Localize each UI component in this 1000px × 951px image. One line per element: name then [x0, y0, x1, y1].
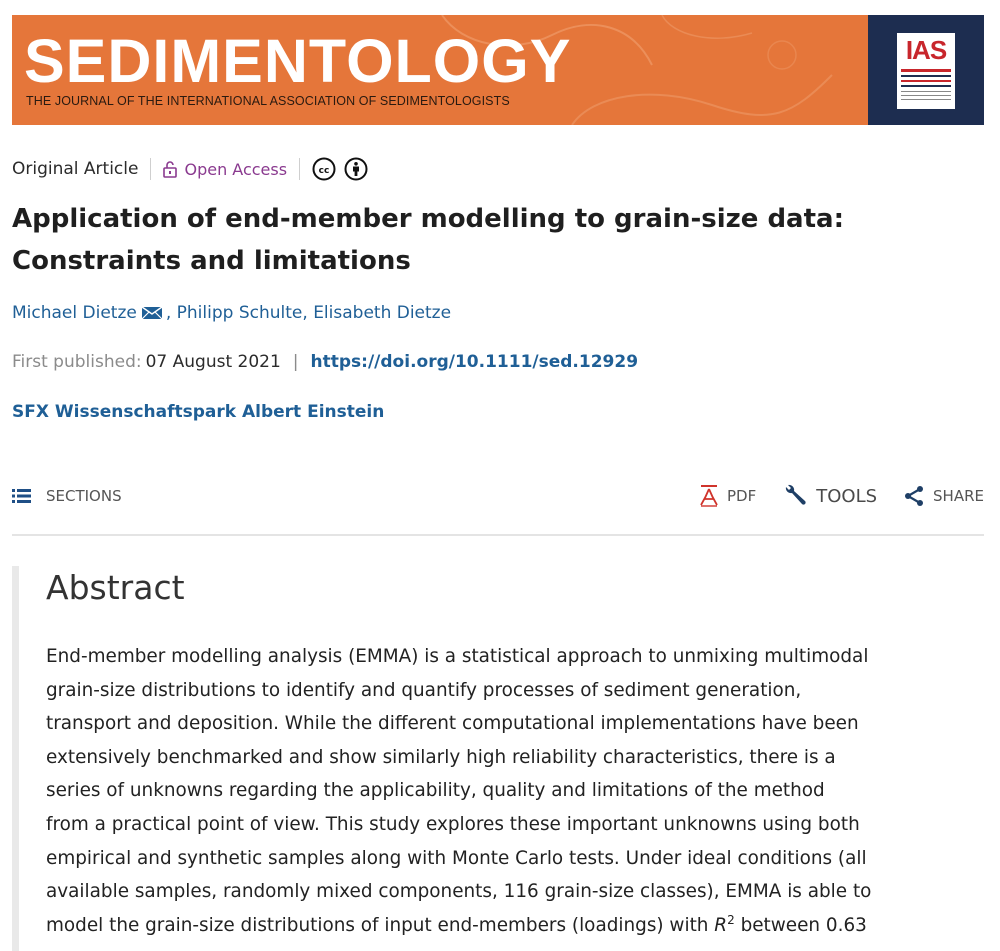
pdf-label: PDF	[727, 487, 757, 505]
journal-banner[interactable]	[12, 15, 984, 125]
author-link[interactable]: Michael Dietze	[12, 303, 137, 323]
share-icon	[903, 485, 925, 507]
ias-logo-text: IAS	[905, 35, 947, 65]
article-title	[12, 198, 972, 282]
publication-info	[12, 352, 638, 372]
divider	[150, 158, 151, 180]
open-access-badge[interactable]	[163, 160, 287, 179]
abstract-line-text: model the grain-size distributions of input end-members (loadings) with	[46, 914, 715, 936]
abstract-line: available samples, randomly mixed components, 116 grain-size classes), EMMA is able to	[46, 881, 872, 903]
toolbar-actions	[673, 480, 984, 512]
abstract-heading: Abstract	[46, 568, 185, 607]
journal-subtitle: THE JOURNAL OF THE INTERNATIONAL ASSOCIATION OF SEDIMENTOLOGISTS	[26, 94, 510, 108]
abstract-line-text: between 0.63	[734, 914, 867, 936]
article-type: Original Article	[12, 159, 139, 179]
first-published-label: First published:	[12, 352, 142, 372]
abstract-line: extensively benchmarked and show similarly high reliability characteristics, there is a	[46, 746, 836, 768]
abstract-line: grain-size distributions to identify and quantify processes of sediment generation,	[46, 679, 802, 701]
divider	[299, 158, 300, 180]
share-label: SHARE	[933, 487, 984, 505]
r-symbol: R	[714, 914, 728, 936]
toolbar-divider	[12, 534, 984, 536]
article-toolbar	[12, 480, 984, 512]
author-link[interactable]: Elisabeth Dietze	[313, 303, 452, 323]
abstract-side-bar	[12, 566, 19, 951]
unlock-icon	[163, 161, 177, 178]
list-icon	[12, 489, 32, 503]
abstract-line	[46, 909, 990, 943]
abstract-line: series of unknowns regarding the applicability, quality and limitations of the method	[46, 780, 825, 802]
superscript: 2	[727, 912, 735, 927]
abstract-line: End-member modelling analysis (EMMA) is a statistical approach to unmixing multimodal	[46, 646, 869, 667]
sfx-link[interactable]: SFX Wissenschaftspark Albert Einstein	[12, 402, 385, 422]
share-button[interactable]	[903, 485, 984, 507]
author-separator: ,	[165, 303, 177, 323]
envelope-icon[interactable]	[141, 306, 163, 320]
journal-name: SEDIMENTOLOGY	[24, 27, 572, 95]
svg-text:cc: cc	[318, 166, 330, 176]
pdf-button[interactable]	[699, 484, 756, 508]
author-separator: ,	[302, 303, 314, 323]
article-title-line: Constraints and limitations	[12, 246, 411, 276]
first-published-date: 07 August 2021	[145, 352, 281, 372]
ias-logo-card	[897, 33, 955, 109]
abstract-line: transport and deposition. While the different computational implementations have been	[46, 713, 859, 735]
article-meta-row	[12, 155, 368, 183]
tools-button[interactable]	[782, 484, 877, 508]
by-attribution-icon	[344, 157, 368, 181]
tools-label: TOOLS	[816, 485, 878, 507]
doi-link[interactable]: https://doi.org/10.1111/sed.12929	[310, 352, 639, 372]
ias-logo-graphic	[901, 69, 951, 105]
pdf-icon	[699, 484, 719, 508]
wrench-icon	[782, 484, 808, 508]
abstract-line: empirical and synthetic samples along with Monte Carlo tests. Under ideal conditions (all	[46, 847, 867, 869]
author-list	[12, 303, 451, 323]
society-logo[interactable]	[868, 15, 984, 125]
sections-label: SECTIONS	[46, 487, 122, 505]
article-title-line: Application of end-member modelling to grain-size data:	[12, 204, 844, 234]
author-link[interactable]: Philipp Schulte	[176, 303, 303, 323]
open-access-label: Open Access	[184, 159, 288, 179]
sections-button[interactable]	[12, 480, 122, 512]
divider: |	[292, 352, 299, 372]
abstract-line: from a practical point of view. This study explores these important unknowns using both	[46, 813, 860, 835]
cc-icon	[312, 157, 336, 181]
abstract-text	[46, 640, 990, 942]
license-icons[interactable]	[312, 157, 368, 181]
